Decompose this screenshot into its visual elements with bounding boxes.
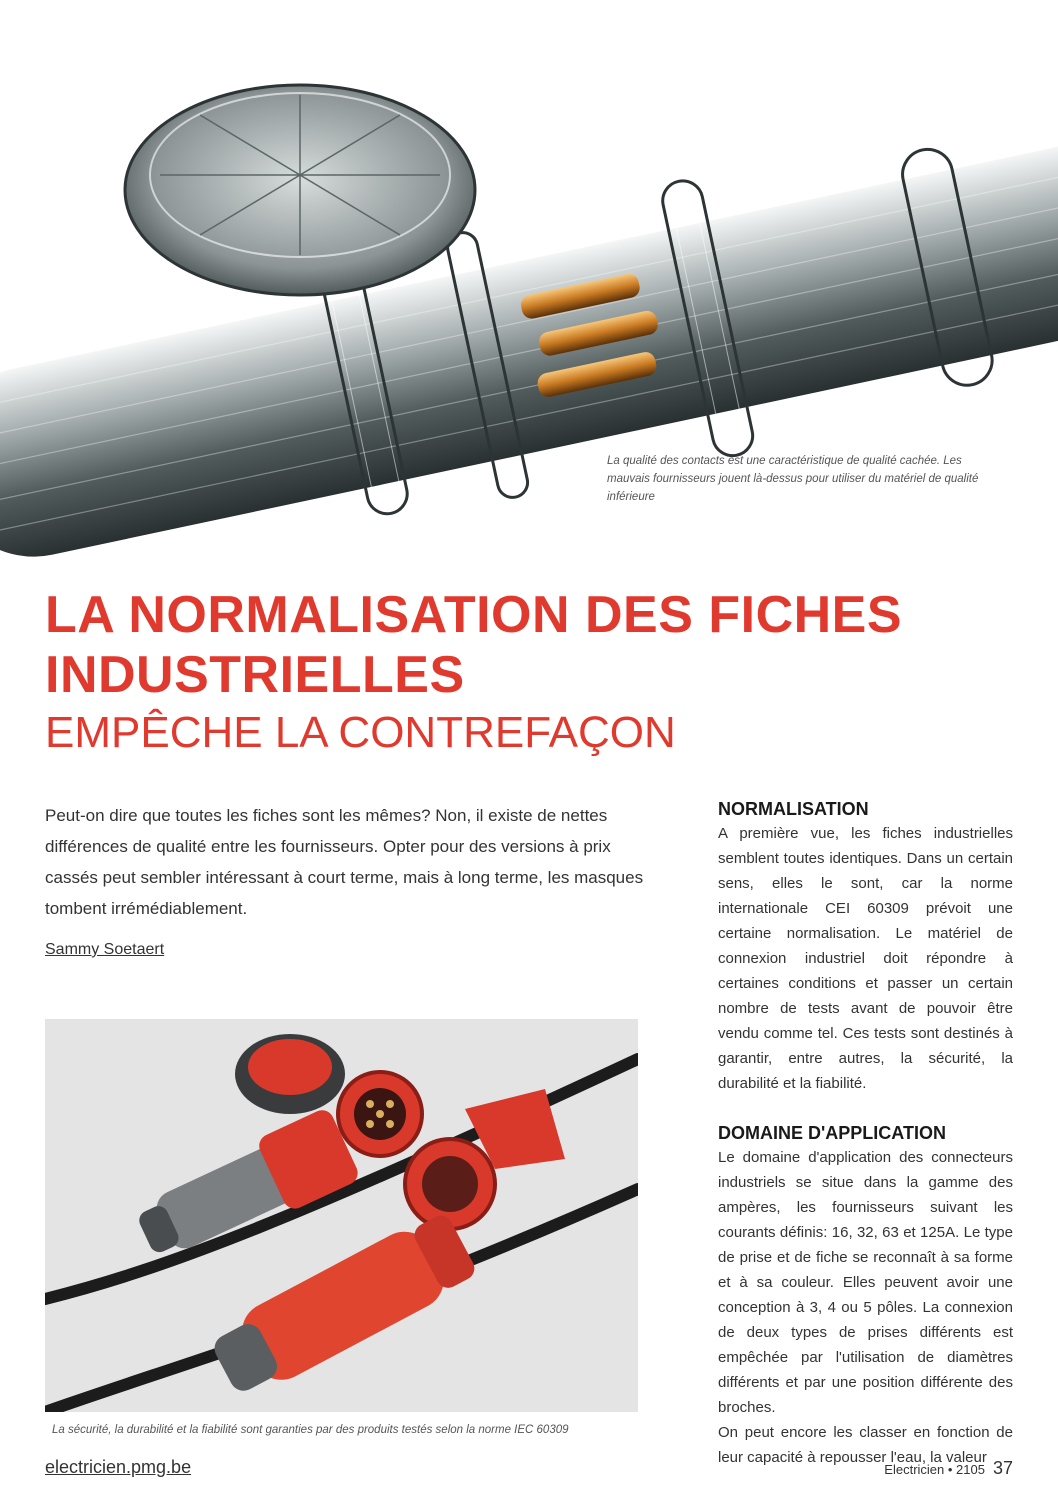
photo-caption: La sécurité, la durabilité et la fiabilité sont garanties par des produits testés selon la norme IEC 60309	[52, 1424, 569, 1436]
section-body: A première vue, les fiches industrielles semblent toutes identiques. Dans un certain sens, elles le sont, car la norme internationale CEI 60309 prévoit une certaine normalisation. Le matériel de connexion industriel doit répondre à certaines conditions et passer un certain nombre de tests avant de pouvoir être vendu comme tel. Ces tests sont destinés à garantir, entre autres, la sécurité, la durabilité et la fiabilité.	[718, 825, 1013, 1092]
article-title	[45, 585, 1025, 759]
title-main: LA NORMALISATION DES FICHES INDUSTRIELLES	[45, 586, 903, 704]
section-normalisation	[718, 797, 1013, 1096]
magazine-issue: Electricien • 2105	[884, 1462, 985, 1477]
section-domaine	[718, 1121, 1013, 1470]
hero-image	[0, 0, 1058, 575]
section-body-continued: On peut encore les classer en fonction de leur capacité à repousser l'eau, la valeur	[718, 1424, 1013, 1466]
hero-caption: La qualité des contacts est une caractéristique de qualité cachée. Les mauvais fournisseurs jouent là-dessus pour utiliser du matériel de qualité inférieure	[607, 455, 979, 503]
section-heading: NORMALISATION	[718, 799, 869, 819]
page-footer	[884, 1458, 1013, 1479]
section-body: Le domaine d'application des connecteurs industriels se situe dans la gamme des ampères, les fournisseurs suivant les courants définis: 16, 32, 63 et 125A. Le type de prise et de fiche se reconnaît à sa forme et à sa couleur. Elles peuvent avoir une conception à 3, 4 ou 5 pôles. La connexion de deux types de prises différents est empêchée par l'utilisation de diamètres différents et par une position différente des broches.	[718, 1149, 1013, 1416]
page-number: 37	[992, 1458, 1013, 1478]
author-link[interactable]: Sammy Soetaert	[45, 941, 165, 958]
section-heading: DOMAINE D'APPLICATION	[718, 1123, 946, 1143]
lead-paragraph: Peut-on dire que toutes les fiches sont les mêmes? Non, il existe de nettes différences de qualité entre les fournisseurs. Opter pour des versions à prix cassés peut sembler intéressant à court terme, mais à long terme, les masques tombent irrémédiablement.	[45, 806, 644, 918]
right-column	[718, 797, 1013, 1470]
plugs-illustration	[45, 1019, 638, 1412]
title-subtitle: EMPÊCHE LA CONTREFAÇON	[45, 708, 676, 757]
product-photo	[45, 1019, 638, 1412]
website-link[interactable]: electricien.pmg.be	[45, 1457, 192, 1477]
